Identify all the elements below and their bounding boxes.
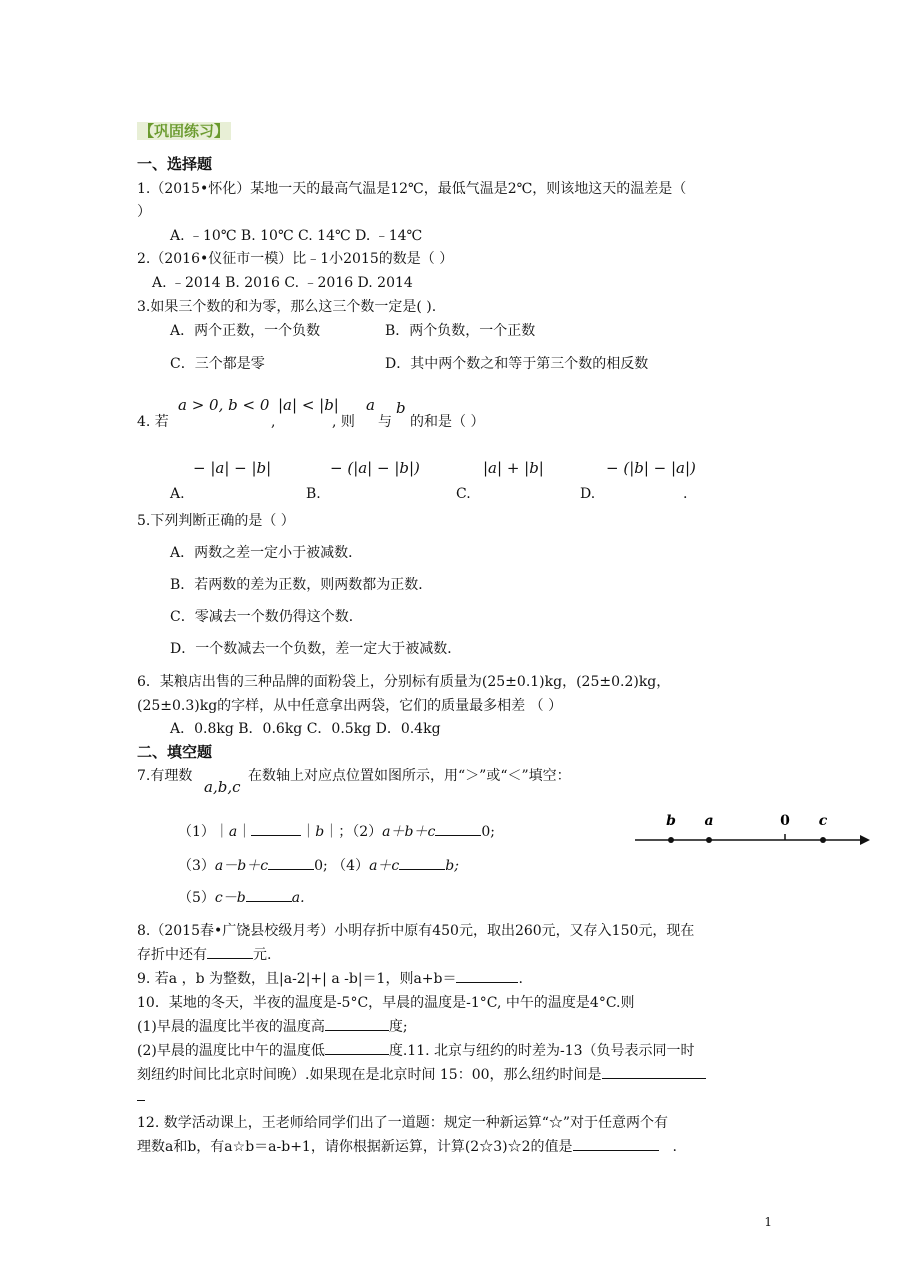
q8-line2: 存折中还有 元. bbox=[137, 947, 272, 963]
q4-abs-condition: |a| < |b| bbox=[278, 396, 339, 414]
q10-part-2-q11: (2)早晨的温度比中午的温度低 度.11. 北京与纽约的时差为-13（负号表示同一时 bbox=[137, 1043, 695, 1059]
q2-stem: 2.（2016•仪征市一模）比﹣1小2015的数是（ ） bbox=[137, 251, 454, 267]
q4-condition: a > 0, b < 0 bbox=[178, 396, 270, 414]
q3-option-c: C．三个都是零 bbox=[170, 356, 265, 372]
axis-label-c: c bbox=[818, 813, 828, 829]
q3-option-a: A．两个正数，一个负数 bbox=[170, 323, 321, 339]
q12-line2: 理数a和b，有a☆b＝a-b+1，请你根据新运算，计算(2☆3)☆2的值是 . bbox=[137, 1139, 677, 1155]
q7-stem-pre: 7.有理数 bbox=[137, 768, 193, 784]
q5-option-c: C．零减去一个数仍得这个数． bbox=[170, 609, 363, 625]
q4-label-b: B. bbox=[306, 486, 321, 502]
q1-stem-cont: ） bbox=[137, 204, 151, 220]
q7-part-1-2: （1）｜a｜ ｜b｜；（2）a＋b＋c 0; bbox=[178, 824, 495, 840]
q4-end: . bbox=[683, 486, 688, 502]
q7-part-5: （5）c－b a. bbox=[178, 890, 305, 906]
axis-point-b bbox=[668, 837, 674, 843]
q4-then: , 则 bbox=[332, 414, 355, 430]
axis-label-b: b bbox=[666, 813, 676, 829]
q2-options: A. ﹣2014 B. 2016 C. ﹣2016 D. 2014 bbox=[152, 275, 413, 291]
q5-option-d: D．一个数减去一个负数，差一定大于被减数． bbox=[170, 641, 462, 657]
q11-line2: 刻纽约时间比北京时间晚）.如果现在是北京时间 15：00，那么纽约时间是 bbox=[137, 1066, 706, 1084]
q5-option-a: A．两数之差一定小于被减数． bbox=[170, 545, 363, 561]
q4-label-a: A. bbox=[170, 486, 185, 502]
q4-comma: , bbox=[271, 414, 276, 430]
q4-sum: 的和是（ ） bbox=[410, 414, 485, 430]
q5-option-b: B．若两数的差为正数，则两数都为正数． bbox=[170, 577, 433, 593]
axis-point-a bbox=[706, 837, 712, 843]
q4-label-c: C. bbox=[456, 486, 471, 502]
q1-options: A. ﹣10℃ B. 10℃ C. 14℃ D. ﹣14℃ bbox=[170, 228, 423, 244]
q4-expr-b: − (|a| − |b|) bbox=[330, 459, 420, 477]
section-2-title: 二、填空题 bbox=[137, 743, 213, 761]
q5-stem: 5.下列判断正确的是（ ） bbox=[137, 513, 295, 529]
q1-stem: 1.（2015•怀化）某地一天的最高气温是12℃，最低气温是2℃，则该地这天的温差是（ bbox=[137, 181, 687, 197]
section-1-title: 一、选择题 bbox=[137, 155, 213, 173]
q4-expr-c: |a| + |b| bbox=[483, 459, 544, 477]
q8-line1: 8.（2015春•广饶县校级月考）小明存折中原有450元，取出260元，又存入150元，现在 bbox=[137, 923, 695, 939]
q10-line1: 10．某地的冬天，半夜的温度是-5°C，早晨的温度是-1°C, 中午的温度是4°C.则 bbox=[137, 995, 635, 1011]
q4-expr-d: − (|b| − |a|) bbox=[606, 459, 696, 477]
q12-line1: 12. 数学活动课上，王老师给同学们出了一道题：规定一种新运算“☆”对于任意两个有 bbox=[137, 1115, 669, 1131]
q10-part-1: (1)早晨的温度比半夜的温度高 度; bbox=[137, 1019, 408, 1035]
q4-with: 与 bbox=[378, 414, 392, 430]
q7-stem-post: 在数轴上对应点位置如图所示，用“＞”或“＜”填空： bbox=[248, 768, 571, 784]
q11-blank-cont bbox=[137, 1100, 145, 1101]
q9: 9. 若a ，b 为整数，且|a-2|+| a -b|＝1，则a+b＝ . bbox=[137, 971, 523, 987]
q4-label-d: D. bbox=[580, 486, 596, 502]
q7-part-3-4: （3）a－b＋c 0; （4）a＋c b; bbox=[178, 858, 459, 874]
q3-option-b: B．两个负数，一个正数 bbox=[385, 323, 536, 339]
axis-label-0: 0 bbox=[780, 813, 790, 829]
q4-var-b: b bbox=[396, 399, 406, 417]
q3-option-d: D．其中两个数之和等于第三个数的相反数 bbox=[385, 356, 649, 372]
axis-point-c bbox=[820, 837, 826, 843]
q7-vars: a,b,c bbox=[204, 778, 241, 796]
section-tag: 【巩固练习】 bbox=[139, 122, 230, 140]
axis-label-a: a bbox=[704, 813, 714, 829]
page-number: 1 bbox=[764, 1215, 772, 1229]
axis-arrow-icon bbox=[860, 835, 870, 845]
q4-expr-a: − |a| − |b| bbox=[193, 459, 272, 477]
q6-line2: (25±0.3)kg的字样，从中任意拿出两袋，它们的质量最多相差 （ ） bbox=[137, 698, 563, 714]
q7-number-line bbox=[630, 808, 880, 852]
q4-stem: 4. 若 bbox=[137, 414, 169, 430]
q3-stem: 3.如果三个数的和为零，那么这三个数一定是( ). bbox=[137, 299, 437, 315]
q6-line1: 6．某粮店出售的三种品牌的面粉袋上，分别标有质量为(25±0.1)kg，(25±0.2)kg， bbox=[137, 674, 671, 690]
q4-var-a: a bbox=[366, 396, 375, 414]
q6-options: A．0.8kg B．0.6kg C．0.5kg D．0.4kg bbox=[170, 721, 441, 737]
